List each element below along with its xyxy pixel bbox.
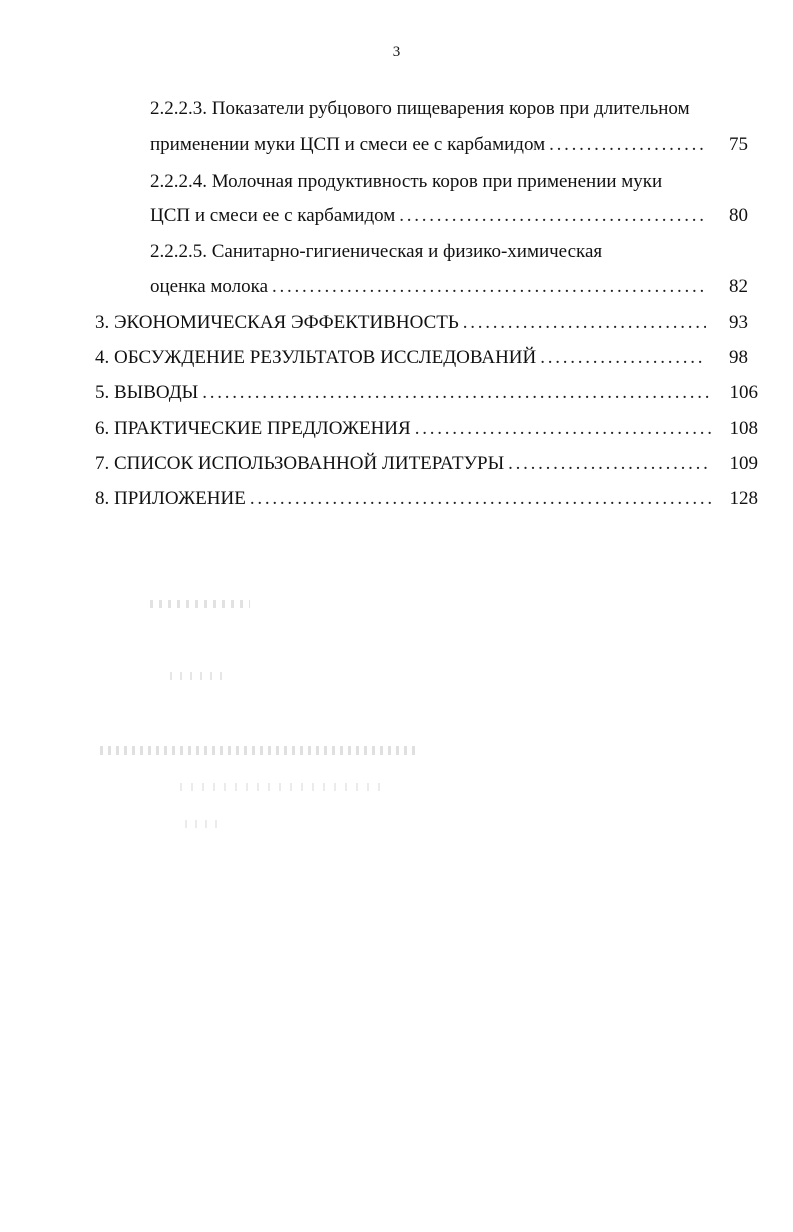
scan-artifact <box>100 746 420 755</box>
scan-artifact <box>185 820 225 828</box>
toc-page-ref: 98 <box>729 347 748 368</box>
dot-leader <box>250 488 711 510</box>
toc-entry-label: 5. ВЫВОДЫ <box>95 382 199 403</box>
toc-entry-label: 4. ОБСУЖДЕНИЕ РЕЗУЛЬТАТОВ ИССЛЕДОВАНИЙ <box>95 347 537 368</box>
dot-leader <box>549 134 706 156</box>
toc-entry-label: оценка молока <box>150 276 269 297</box>
dot-leader <box>399 205 706 227</box>
dot-leader <box>202 382 711 404</box>
toc-entry-label: 3. ЭКОНОМИЧЕСКАЯ ЭФФЕКТИВНОСТЬ <box>95 312 459 333</box>
dot-leader <box>415 418 711 440</box>
toc-page-ref: 108 <box>729 418 758 439</box>
toc-entry-7 <box>95 453 715 475</box>
dot-leader <box>508 453 711 475</box>
toc-entry-label: ЦСП и смеси ее с карбамидом <box>150 205 396 226</box>
toc-page-ref: 75 <box>729 134 748 155</box>
toc-entry-2224-line-2 <box>150 205 710 227</box>
scan-artifact <box>150 600 250 608</box>
dot-leader <box>272 276 706 298</box>
toc-page-ref: 106 <box>729 382 758 403</box>
toc-page-ref: 128 <box>729 488 758 509</box>
toc-entry-label: 7. СПИСОК ИСПОЛЬЗОВАННОЙ ЛИТЕРАТУРЫ <box>95 453 505 474</box>
page-number: 3 <box>392 44 401 60</box>
toc-entry-label: 8. ПРИЛОЖЕНИЕ <box>95 488 246 509</box>
toc-entry-2225-line-1: 2.2.2.5. Санитарно-гигиеническая и физико-химическая <box>150 241 603 262</box>
toc-entry-2223-line-1: 2.2.2.3. Показатели рубцового пищеварения коров при длительном <box>150 98 690 119</box>
toc-entry-8 <box>95 488 715 510</box>
toc-entry-3 <box>95 312 710 334</box>
scan-artifact <box>180 783 380 791</box>
scan-artifact <box>170 672 230 680</box>
toc-page-ref: 109 <box>729 453 758 474</box>
toc-entry-label: применении муки ЦСП и смеси ее с карбамидом <box>150 134 546 155</box>
toc-entry-2223-line-2 <box>150 134 710 156</box>
toc-entry-4 <box>95 347 710 369</box>
toc-entry-label: 6. ПРАКТИЧЕСКИЕ ПРЕДЛОЖЕНИЯ <box>95 418 411 439</box>
toc-entry-5 <box>95 382 715 404</box>
toc-page-ref: 82 <box>729 276 748 297</box>
toc-entry-6 <box>95 418 715 440</box>
toc-entry-2224-line-1: 2.2.2.4. Молочная продуктивность коров при применении муки <box>150 171 663 192</box>
toc-page-ref: 93 <box>729 312 748 333</box>
dot-leader <box>540 347 706 369</box>
toc-page-ref: 80 <box>729 205 748 226</box>
dot-leader <box>463 312 706 334</box>
toc-entry-2225-line-2 <box>150 276 710 298</box>
